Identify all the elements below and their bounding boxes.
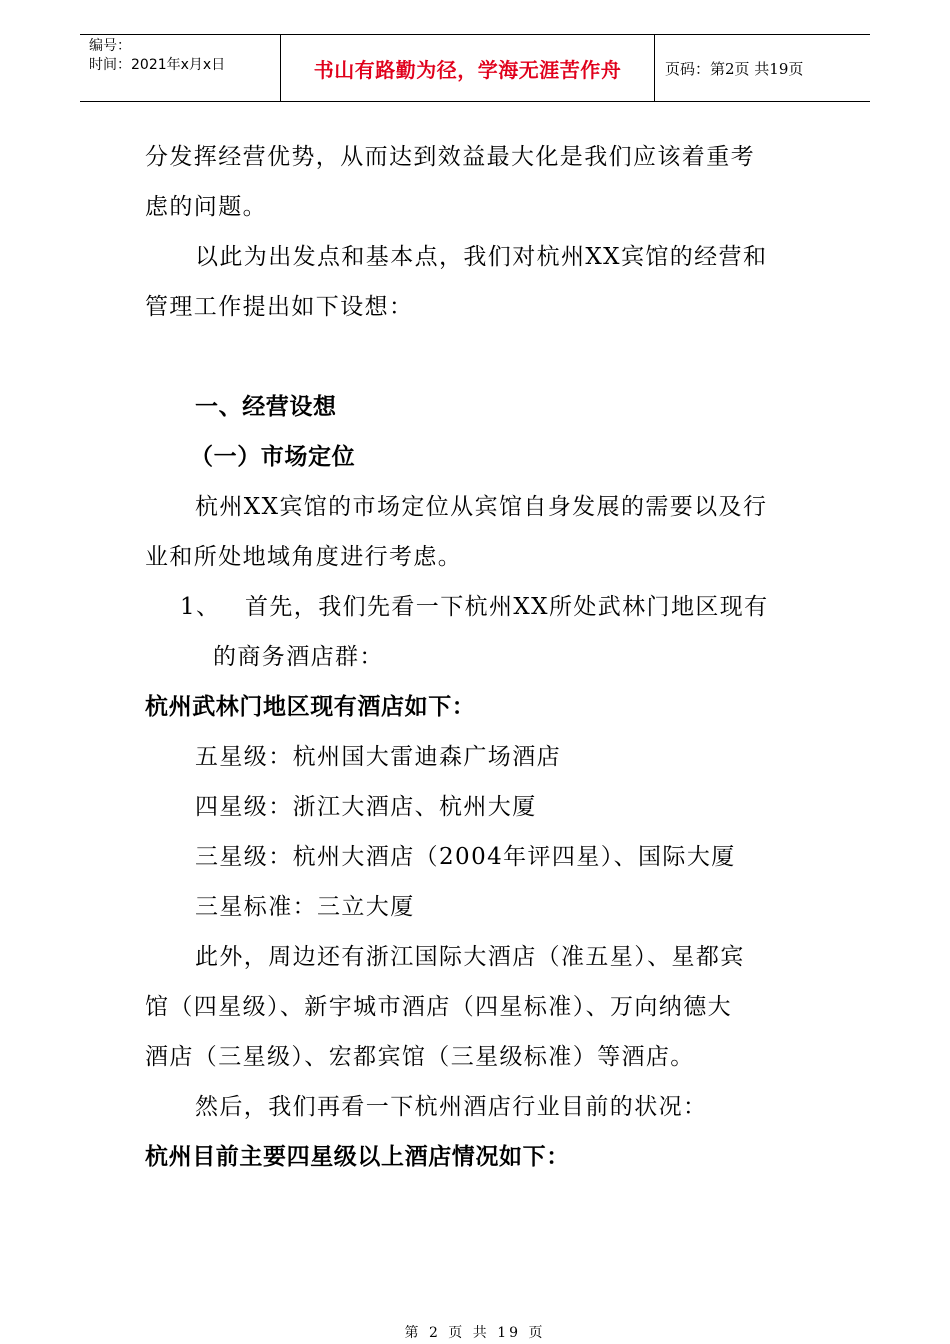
- bold-heading: 杭州武林门地区现有酒店如下：: [145, 694, 476, 720]
- paragraph-line: 虑的问题。: [145, 194, 267, 220]
- section-heading: 一、经营设想: [195, 394, 337, 420]
- header-page-info: 页码：第2页 共19页: [665, 59, 804, 78]
- header-motto: 书山有路勤为径，学海无涯苦作舟: [281, 35, 655, 101]
- page-footer: 第 2 页 共 19 页: [404, 1325, 546, 1341]
- paragraph-line: 酒店（三星级）、宏都宾馆（三星级标准）等酒店。: [145, 1044, 695, 1070]
- paragraph-line: 馆（四星级）、新宇城市酒店（四星标准）、万向纳德大: [145, 994, 732, 1020]
- list-number: 1、: [180, 594, 221, 620]
- paragraph-line: 分发挥经营优势，从而达到效益最大化是我们应该着重考: [145, 144, 755, 170]
- paragraph-line: 然后，我们再看一下杭州酒店行业目前的状况：: [195, 1094, 708, 1120]
- paragraph-line: 管理工作提出如下设想：: [145, 294, 414, 320]
- paragraph-line: 以此为出发点和基本点，我们对杭州XX宾馆的经营和: [195, 244, 768, 270]
- document-time-label: 时间：2021年x月x日: [89, 57, 226, 73]
- subsection-heading: （一）市场定位: [190, 444, 356, 470]
- list-item-continuation: 的商务酒店群：: [213, 644, 384, 670]
- hotel-rating-line: 四星级：浙江大酒店、杭州大厦: [195, 794, 537, 820]
- paragraph-line: 业和所处地域角度进行考虑。: [145, 544, 463, 570]
- bold-heading: 杭州目前主要四星级以上酒店情况如下：: [145, 1144, 570, 1170]
- hotel-rating-line: 五星级：杭州国大雷迪森广场酒店: [195, 744, 561, 770]
- list-item: [145, 582, 810, 632]
- paragraph-line: 杭州XX宾馆的市场定位从宾馆自身发展的需要以及行: [195, 494, 768, 520]
- hotel-rating-line: 三星标准：三立大厦: [195, 894, 415, 920]
- hotel-rating-line: 三星级：杭州大酒店（2004年评四星）、国际大厦: [195, 844, 736, 870]
- paragraph-line: 此外，周边还有浙江国际大酒店（准五星）、星都宾: [195, 944, 745, 970]
- spacer: [145, 332, 810, 382]
- page-header: [80, 34, 870, 102]
- list-item-text: 首先，我们先看一下杭州XX所处武林门地区现有: [245, 594, 769, 620]
- document-body: [145, 132, 810, 1182]
- header-meta: [80, 35, 281, 101]
- document-number-label: 编号：: [89, 38, 131, 54]
